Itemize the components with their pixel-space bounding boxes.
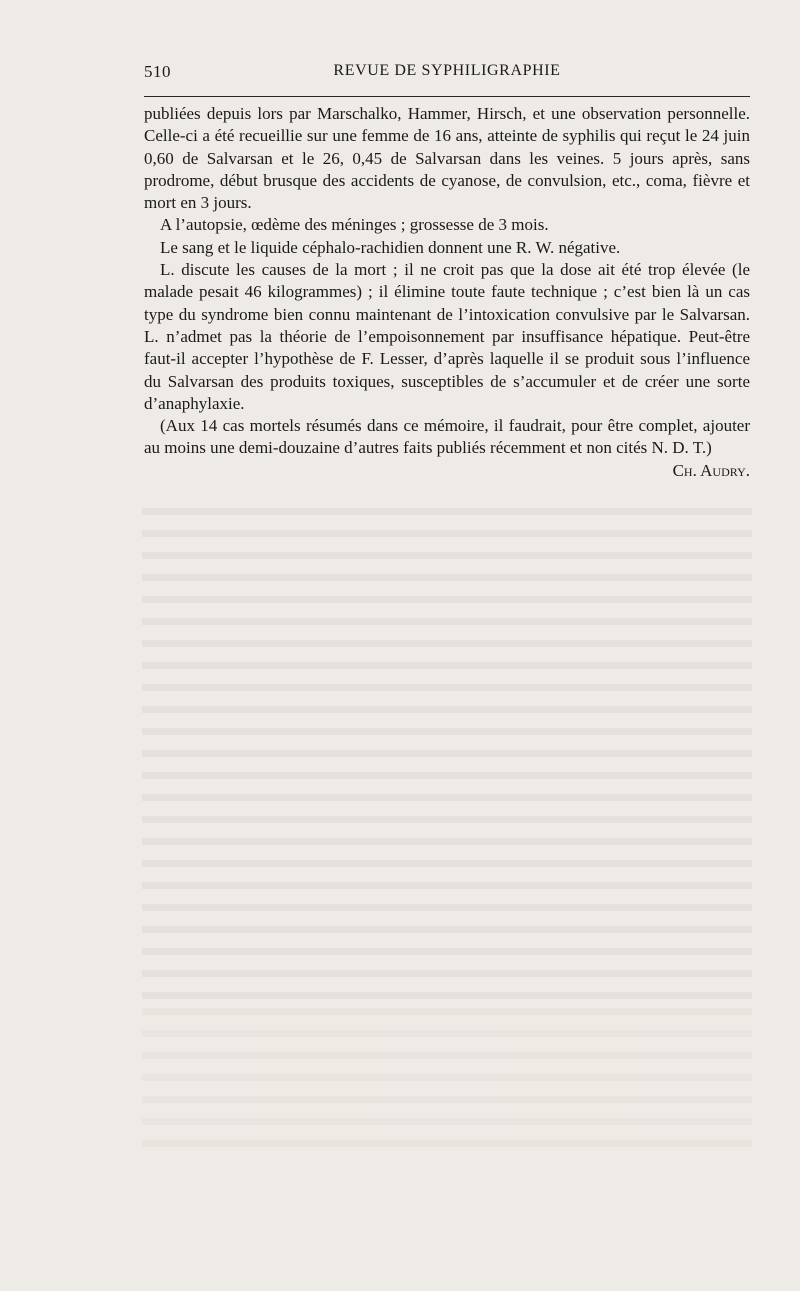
- paragraph: A l’autopsie, œdème des méninges ; grossesse de 3 mois.: [160, 215, 549, 235]
- page-header: [144, 58, 750, 88]
- author-signature: Ch. Audry.: [672, 460, 750, 480]
- paragraph: (Aux 14 cas mortels résumés dans ce mémoire, il faudrait, pour être complet, ajouter au moins une demi-douzaine d’autres faits publiés récemment et non cités N. D. T.): [144, 416, 750, 458]
- running-head: REVUE DE SYPHILIGRAPHIE: [333, 62, 561, 79]
- reverse-page-bleed-through: [142, 500, 752, 1000]
- article-body: [144, 103, 750, 482]
- paragraph: Le sang et le liquide céphalo-rachidien donnent une R. W. négative.: [160, 237, 621, 257]
- paragraph: L. discute les causes de la mort ; il ne croit pas que la dose ait été trop élevée (le malade pesait 46 kilogrammes) ; il élimine toute faute technique ; c’est bien là un cas type du syndrome bien connu maintenant de l’intoxication convulsive par le Salvarsan. L. n’admet pas la théorie de l’empoisonnement par insuffisance hépatique. Peut-être faut-il accepter l’hypothèse de F. Lesser, d’après laquelle il se produit sous l’influence du Salvarsan des produits toxiques, susceptibles de s’accumuler et de créer une sorte d’anaphylaxie.: [144, 260, 750, 413]
- paragraph: publiées depuis lors par Marschalko, Hammer, Hirsch, et une observation personnelle. Celle-ci a été recueillie sur une femme de 16 ans, atteinte de syphilis qui reçut le 24 juin 0,60 de Salvarsan et le 26, 0,45 de Salvarsan dans les veines. 5 jours après, sans prodrome, début brusque des accidents de cyanose, de convulsion, etc., coma, fièvre et mort en 3 jours.: [144, 104, 750, 213]
- header-rule: [144, 96, 750, 97]
- closing-paragraph: [144, 415, 750, 480]
- page-number: 510: [144, 62, 171, 81]
- reverse-page-bleed-through-lower: [142, 1000, 752, 1160]
